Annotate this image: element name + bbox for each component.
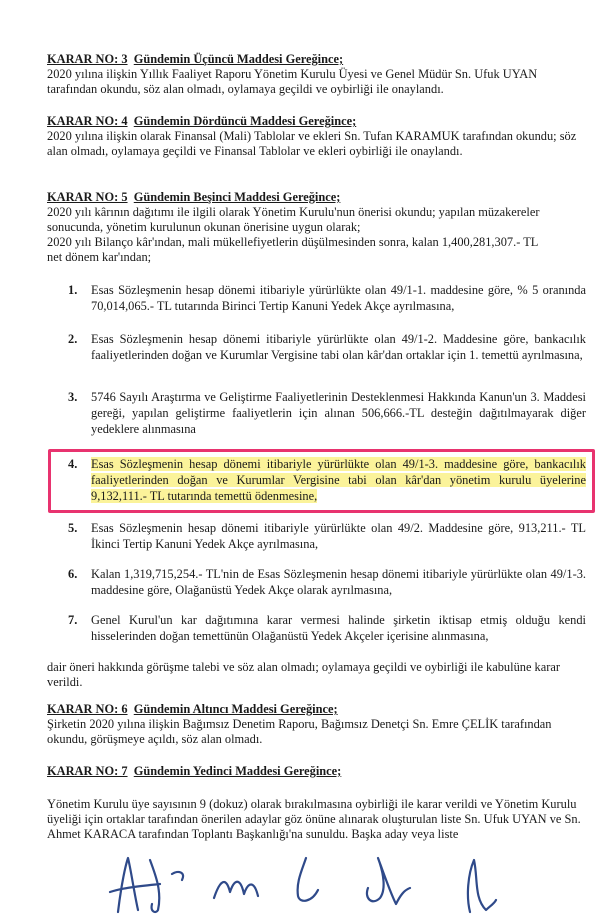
- karar-5-section: [47, 190, 587, 265]
- karar-6-label: KARAR NO: 6: [47, 702, 128, 716]
- karar-5-intro-line-1: 2020 yılı kârının dağıtımı ile ilgili olarak Yönetim Kurulu'nun önerisi okundu; yapılan müzakereler: [47, 205, 540, 219]
- karar-7-body: Yönetim Kurulu üye sayısının 9 (dokuz) olarak bırakılmasına oybirliği ile karar verildi ve Yönetim Kurulu üyeliği için ortaklar tarafından önerilen adaylar göz önüne alınarak oluşturulan liste Sn. Ufuk UYAN ve Sn. Ahmet KARACA tarafından Toplantı Başkanlığı'na sunuldu. Başka aday veya liste: [47, 797, 581, 841]
- item-text: 5746 Sayılı Araştırma ve Geliştirme Faaliyetlerinin Desteklenmesi Hakkında Kanun'un 3. Maddesi gereği, yapılan geliştirme faaliyetlerin için alınan 506,666.-TL desteğin dağıtılmayarak diğer yedeklere alınmasına: [91, 390, 586, 436]
- item-text: Genel Kurul'un kar dağıtımına karar vermesi halinde şirketin iktisap etmiş olduğu kendi hisselerinden doğan temettünün Olağanüstü Yedek Akçeler içerisine alınmasına,: [91, 613, 586, 643]
- karar-4-section: [47, 114, 587, 159]
- signature-4: [367, 858, 410, 904]
- item-number: 7.: [68, 613, 78, 627]
- karar-5-label: KARAR NO: 5: [47, 190, 128, 204]
- karar-6-section: [47, 702, 587, 747]
- signature-1: [110, 858, 183, 912]
- karar-5-intro-line-3: 2020 yılı Bilanço kâr'ından, mali mükellefiyetlerin düşülmesinden sonra, kalan 1,400,281,307.- TL: [47, 235, 539, 249]
- karar-3-body: 2020 yılına ilişkin Yıllık Faaliyet Raporu Yönetim Kurulu Üyesi ve Genel Müdür Sn. Ufuk UYAN tarafından okundu, söz alan olmadı, oylamaya geçildi ve oybirliği ile onaylandı.: [47, 67, 538, 96]
- karar-4-body: 2020 yılına ilişkin olarak Finansal (Mali) Tablolar ve ekleri Sn. Tufan KARAMUK tarafından okundu; söz alan olmadı, oylamaya geçildi ve Finansal Tablolar ve ekleri oybirliği ile onaylandı.: [47, 129, 577, 158]
- karar-5-intro-line-2: sonucunda, yönetim kurulunun okunan önerisine uygun olarak;: [47, 220, 361, 234]
- signature-5: [468, 860, 496, 912]
- karar-7-section: [47, 764, 587, 842]
- karar-3-label: KARAR NO: 3: [47, 52, 128, 66]
- item-number: 4.: [68, 457, 78, 471]
- karar-5-intro-line-4: net dönem kar'ından;: [47, 250, 152, 264]
- item-number: 3.: [68, 390, 78, 404]
- karar-6-title: Gündemin Altıncı Maddesi Gereğince;: [133, 702, 338, 716]
- item-number: 6.: [68, 567, 78, 581]
- signature-2: [214, 882, 258, 898]
- highlight-box: [48, 449, 595, 513]
- item-number: 5.: [68, 521, 78, 535]
- item-text: Esas Sözleşmenin hesap dönemi itibariyle yürürlükte olan 49/2. Maddesine göre, 913,211.- TL İkinci Tertip Kanuni Yedek Akçe ayrılmasına,: [91, 521, 586, 551]
- karar-3-title: Gündemin Üçüncü Maddesi Gereğince;: [133, 52, 344, 66]
- karar-5-title: Gündemin Beşinci Maddesi Gereğince;: [133, 190, 341, 204]
- signatures: [0, 840, 608, 920]
- karar-4-title: Gündemin Dördüncü Maddesi Gereğince;: [133, 114, 357, 128]
- item-number: 2.: [68, 332, 78, 346]
- karar-7-label: KARAR NO: 7: [47, 764, 128, 778]
- highlighted-text: Esas Sözleşmenin hesap dönemi itibariyle yürürlükte olan 49/1-3. maddesine göre, bankacılık faaliyetlerinden doğan ve Kurumlar Vergisine tabi olan kâr'dan yönetim kurulu üyelerine 9,132,111.- TL tutarında temettü ödenmesine,: [91, 457, 586, 503]
- karar-7-title: Gündemin Yedinci Maddesi Gereğince;: [133, 764, 342, 778]
- item-text: Esas Sözleşmenin hesap dönemi itibariyle yürürlükte olan 49/1-1. maddesine göre, % 5 oranında 70,014,065.- TL tutarında Birinci Tertip Kanuni Yedek Akçe ayrılmasına,: [91, 283, 586, 313]
- item-number: 1.: [68, 283, 78, 297]
- karar-3-heading: [47, 52, 587, 67]
- karar-6-body: Şirketin 2020 yılına ilişkin Bağımsız Denetim Raporu, Bağımsız Denetçi Sn. Emre ÇELİK tarafından okundu, görüşmeye açıldı, söz alan olmadı.: [47, 717, 552, 746]
- karar-6-heading: [47, 702, 587, 717]
- karar-3-section: [47, 52, 587, 97]
- signature-3: [298, 858, 318, 901]
- item-text: Esas Sözleşmenin hesap dönemi itibariyle yürürlükte olan 49/1-2. Maddesine göre, bankacılık faaliyetlerinden doğan ve Kurumlar Vergisine tabi olan kâr'dan ortaklar için 1. temettü ayrılmasına,: [91, 332, 586, 362]
- karar-5-heading: [47, 190, 587, 205]
- karar-5-closing: [47, 660, 587, 690]
- item-text: Kalan 1,319,715,254.- TL'nin de Esas Sözleşmenin hesap dönemi itibariyle yürürlükte olan 49/1-3. maddesine göre, Olağanüstü Yedek Akçe olarak ayrılmasına,: [91, 567, 586, 597]
- karar-4-label: KARAR NO: 4: [47, 114, 128, 128]
- karar-4-heading: [47, 114, 587, 129]
- karar-7-heading: [47, 764, 587, 779]
- karar-5-closing-text: dair öneri hakkında görüşme talebi ve söz alan olmadı; oylamaya geçildi ve oybirliği ile kabulüne karar verildi.: [47, 660, 561, 689]
